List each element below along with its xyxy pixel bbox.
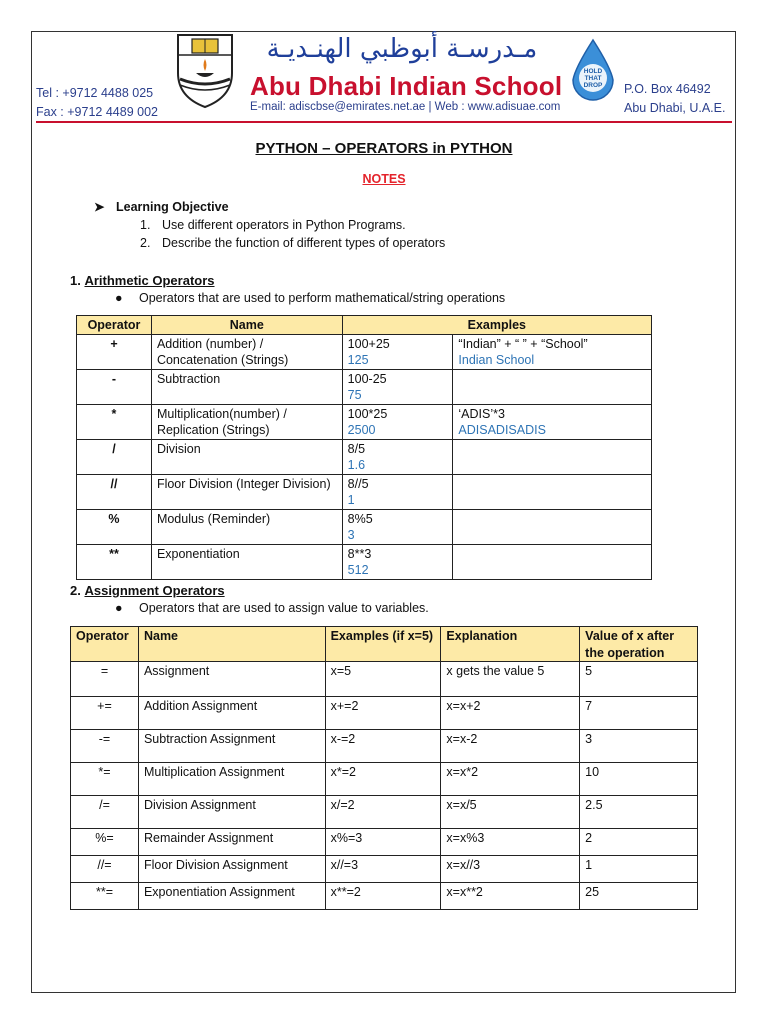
assignment-heading: 2. Assignment Operators xyxy=(70,583,225,598)
learning-objective-heading xyxy=(94,199,229,214)
hold-that-drop-logo xyxy=(567,38,619,104)
arithmetic-bullet: ● Operators that are used to perform mathematical/string operations xyxy=(115,291,506,305)
header-rule xyxy=(36,121,732,123)
email-web: E-mail: adiscbse@emirates.net.ae | Web : www.adisuae.com xyxy=(250,101,561,113)
table-row: + Addition (number) / Concatenation (Strings) 100+25 125 “Indian” + “ ” + “School” Indian School xyxy=(77,334,652,369)
drop-text-2: THAT xyxy=(584,75,602,82)
table-row: = Assignment x=5 x gets the value 5 5 xyxy=(71,662,698,697)
school-crest-icon xyxy=(174,33,236,109)
table-row: * Multiplication(number) / Replication (Strings) 100*25 2500 ‘ADIS’*3 ADISADISADIS xyxy=(77,404,652,439)
table-row: // Floor Division (Integer Division) 8//5 1 xyxy=(77,474,652,509)
table-row: / Division 8/5 1.6 xyxy=(77,439,652,474)
learning-objective-list xyxy=(140,216,445,252)
page-title: PYTHON – OPERATORS in PYTHON xyxy=(255,140,513,157)
telephone: Tel : +9712 4488 025 xyxy=(36,86,154,100)
col-value: Value of x after the operation xyxy=(580,627,698,662)
bullet-icon: ● xyxy=(115,291,123,305)
col-operator: Operator xyxy=(71,627,139,662)
col-name: Name xyxy=(151,316,342,335)
bullet-icon: ● xyxy=(115,601,123,615)
arithmetic-table xyxy=(76,315,652,580)
fax: Fax : +9712 4489 002 xyxy=(36,105,158,119)
notes-label: NOTES xyxy=(362,172,406,186)
table-row: -= Subtraction Assignment x-=2 x=x-2 3 xyxy=(71,730,698,763)
list-item: 1. Use different operators in Python Programs. xyxy=(140,218,406,232)
learning-objective-title: Learning Objective xyxy=(116,200,229,214)
po-box: P.O. Box 46492 xyxy=(624,82,711,96)
drop-text-3: DROP xyxy=(583,82,603,89)
table-row: %= Remainder Assignment x%=3 x=x%3 2 xyxy=(71,829,698,856)
city: Abu Dhabi, U.A.E. xyxy=(624,101,726,115)
table-row: /= Division Assignment x/=2 x=x/5 2.5 xyxy=(71,796,698,829)
table-row: += Addition Assignment x+=2 x=x+2 7 xyxy=(71,697,698,730)
col-explanation: Explanation xyxy=(441,627,580,662)
table-row: - Subtraction 100-25 75 xyxy=(77,369,652,404)
school-name: Abu Dhabi Indian School xyxy=(250,71,563,101)
col-name: Name xyxy=(138,627,325,662)
drop-text-1: HOLD xyxy=(583,68,603,75)
col-examples: Examples xyxy=(342,316,651,335)
table-row: //= Floor Division Assignment x//=3 x=x//3 1 xyxy=(71,856,698,883)
school-name-arabic: مـدرسـة أبوظبي الهنـديـة xyxy=(266,34,538,64)
col-examples: Examples (if x=5) xyxy=(325,627,441,662)
table-row: % Modulus (Reminder) 8%5 3 xyxy=(77,509,652,544)
arrow-bullet-icon: ➤ xyxy=(94,200,105,214)
arithmetic-heading: 1. Arithmetic Operators xyxy=(70,273,215,288)
table-row: ** Exponentiation 8**3 512 xyxy=(77,544,652,579)
header-contact-right xyxy=(624,80,725,118)
assignment-bullet: ● Operators that are used to assign value to variables. xyxy=(115,601,429,615)
table-row: *= Multiplication Assignment x*=2 x=x*2 10 xyxy=(71,763,698,796)
table-row: **= Exponentiation Assignment x**=2 x=x**2 25 xyxy=(71,883,698,910)
col-operator: Operator xyxy=(77,316,152,335)
assignment-table xyxy=(70,626,698,910)
table-header-row xyxy=(71,627,698,662)
header-contact-left xyxy=(36,84,158,122)
list-item: 2. Describe the function of different types of operators xyxy=(140,236,446,250)
table-header-row xyxy=(77,316,652,335)
